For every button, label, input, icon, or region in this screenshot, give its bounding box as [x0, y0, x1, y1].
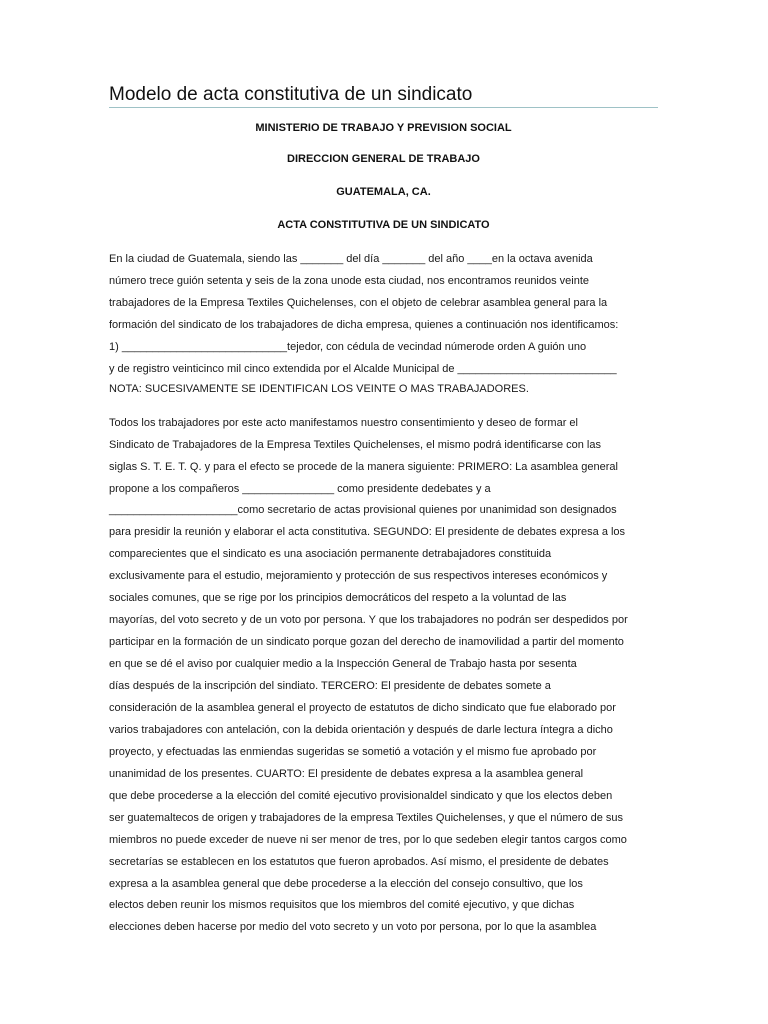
paragraph-line: unanimidad de los presentes. CUARTO: El presidente de debates expresa a la asamblea general: [109, 768, 584, 780]
heading-location: GUATEMALA, CA.: [336, 186, 431, 198]
paragraph-line: días después de la inscripción del sindiato. TERCERO: El presidente de debates somete a: [109, 680, 551, 692]
paragraph-line: En la ciudad de Guatemala, siendo las _______ del día _______ del año ____en la octava avenida: [109, 253, 593, 265]
paragraph-line: Todos los trabajadores por este acto manifestamos nuestro consentimiento y deseo de formar el: [109, 417, 578, 429]
paragraph-line: varios trabajadores con antelación, con la debida orientación y después de darle lectura íntegra a dicho: [109, 724, 613, 736]
paragraph-note: NOTA: SUCESIVAMENTE SE IDENTIFICAN LOS VEINTE O MAS TRABAJADORES.: [109, 383, 529, 395]
paragraph-line: mayorías, del voto secreto y de un voto por persona. Y que los trabajadores no podrán ser despedidos por: [109, 614, 628, 626]
paragraph-line: que debe procederse a la elección del comité ejecutivo provisionaldel sindicato y que los electos deben: [109, 790, 613, 802]
paragraph-line: miembros no puede exceder de nueve ni ser menor de tres, por lo que sedeben elegir tantos cargos como: [109, 834, 627, 846]
paragraph-line: siglas S. T. E. T. Q. y para el efecto se procede de la manera siguiente: PRIMERO: La asamblea general: [109, 461, 618, 473]
paragraph-line: electos deben reunir los mismos requisitos que los miembros del comité ejecutivo, y que dichas: [109, 899, 575, 911]
page-title: Modelo de acta constitutiva de un sindicato: [109, 84, 658, 108]
paragraph-line: exclusivamente para el estudio, mejoramiento y protección de sus respectivos intereses económicos y: [109, 570, 608, 582]
paragraph-line: consideración de la asamblea general el proyecto de estatutos de dicho sindicato que fue elaborado por: [109, 702, 616, 714]
paragraph-line: 1) ___________________________tejedor, con cédula de vecindad númerode orden A guión uno: [109, 341, 587, 353]
paragraph-line: y de registro veinticinco mil cinco extendida por el Alcalde Municipal de __________________________: [109, 363, 617, 375]
paragraph-line: en que se dé el aviso por cualquier medio a la Inspección General de Trabajo hasta por sesenta: [109, 658, 577, 670]
heading-act-title: ACTA CONSTITUTIVA DE UN SINDICATO: [277, 219, 490, 231]
paragraph-line: _____________________como secretario de actas provisional quienes por unanimidad son designados: [109, 504, 617, 516]
paragraph-line: propone a los compañeros _______________ como presidente dedebates y a: [109, 483, 491, 495]
paragraph-line: secretarías se establecen en los estatutos que fueron aprobados. Así mismo, el presidente de debates: [109, 856, 609, 868]
paragraph-line: comparecientes que el sindicato es una asociación permanente detrabajadores constituida: [109, 548, 552, 560]
paragraph-line: trabajadores de la Empresa Textiles Quichelenses, con el objeto de celebrar asamblea general para la: [109, 297, 608, 309]
paragraph-line: ser guatemaltecos de origen y trabajadores de la empresa Textiles Quichelenses, y que el número de sus: [109, 812, 624, 824]
paragraph-line: sociales comunes, que se rige por los principios democráticos del respeto a la voluntad de las: [109, 592, 567, 604]
paragraph-line: para presidir la reunión y elaborar el acta constitutiva. SEGUNDO: El presidente de debates expresa a los: [109, 526, 626, 538]
paragraph-line: Sindicato de Trabajadores de la Empresa Textiles Quichelenses, el mismo podrá identificarse con las: [109, 439, 601, 451]
heading-ministry: MINISTERIO DE TRABAJO Y PREVISION SOCIAL: [255, 122, 512, 134]
heading-direction: DIRECCION GENERAL DE TRABAJO: [287, 153, 480, 165]
paragraph-line: participar en la formación de un sindicato porque gozan del derecho de inamovilidad a partir del momento: [109, 636, 624, 648]
paragraph-line: número trece guión setenta y seis de la zona unode esta ciudad, nos encontramos reunidos veinte: [109, 275, 590, 287]
paragraph-line: elecciones deben hacerse por medio del voto secreto y un voto por persona, por lo que la asamblea: [109, 921, 597, 933]
paragraph-line: expresa a la asamblea general que debe procederse a la elección del consejo consultivo, que los: [109, 878, 583, 890]
paragraph-line: formación del sindicato de los trabajadores de dicha empresa, quienes a continuación nos identificamos:: [109, 319, 619, 331]
paragraph-line: proyecto, y efectuadas las enmiendas sugeridas se sometió a votación y el mismo fue aprobado por: [109, 746, 597, 758]
